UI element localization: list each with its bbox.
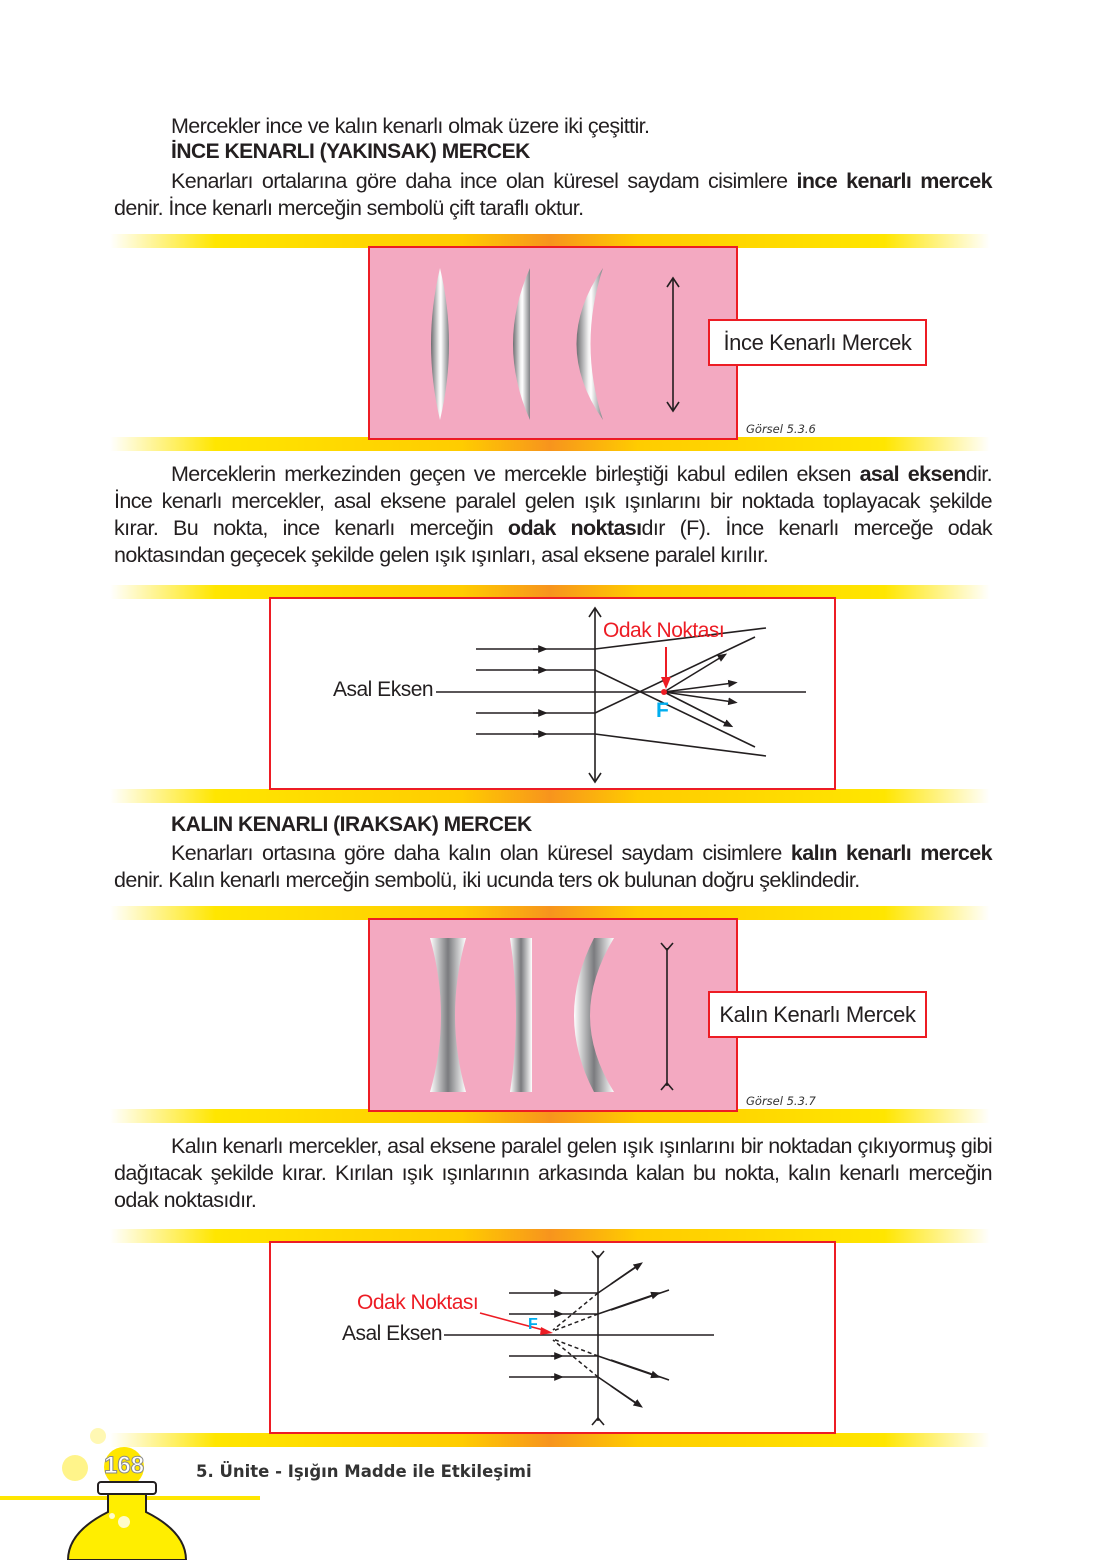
convex-lens-shapes xyxy=(370,248,736,438)
axis-label: Asal Eksen xyxy=(333,678,434,701)
concave-lens-shapes xyxy=(370,920,736,1110)
intro-text: Mercekler ince ve kalın kenarlı olmak üzere iki çeşittir. xyxy=(171,114,650,138)
section2-heading: KALIN KENARLI (IRAKSAK) MERCEK xyxy=(171,813,532,836)
focal-f-label: F xyxy=(656,699,669,722)
section1-heading: İNCE KENARLI (YAKINSAK) MERCEK xyxy=(171,140,530,163)
flask-decoration-icon xyxy=(0,1420,260,1560)
diverging-paragraph: Kalın kenarlı mercekler, asal eksene paralel gelen ışık ışınlarını bir noktadan çıkıyormuş gibi dağıtacak şekilde kırar. Kırılan ışık ışınlarının arkasında kalan bu nokta, kalın kenarlı merceğin odak noktasıdır. xyxy=(114,1134,992,1212)
section1-paragraph: Kenarları ortalarına göre daha ince olan küresel saydam cisimlere ince kenarlı mercek denir. İnce kenarlı merceğin sembolü çift taraflı oktur. xyxy=(114,169,992,220)
focal-point-paragraph: Merceklerin merkezinden geçen ve mercekle birleştiği kabul edilen eksen asal eksendir. İnce kenarlı mercekler, asal eksene paralel gelen ışık ışınlarını bir noktada toplayacak şekilde kırar. Bu nokta, ince kenarlı merceğin odak noktasıdır (F). İnce kenarlı merceğe odak noktasından geçecek şekilde gelen ışık ışınları, asal eksene paralel kırılır. xyxy=(114,462,993,567)
concavo-convex-lens xyxy=(577,268,604,420)
focus-label: Odak Noktası xyxy=(603,619,725,642)
unit-title: 5. Ünite - Işığın Madde ile Etkileşimi xyxy=(196,1462,532,1481)
figure1-caption: Görsel 5.3.6 xyxy=(746,422,816,436)
focal-f-label-2: F xyxy=(528,1316,538,1333)
biconcave-lens xyxy=(430,938,466,1092)
axis-label-2: Asal Eksen xyxy=(342,1322,443,1345)
biconvex-lens xyxy=(431,268,449,420)
concave-lens-figure xyxy=(368,918,738,1112)
concave-lens-label: Kalın Kenarlı Mercek xyxy=(708,991,927,1038)
section2-paragraph: Kenarları ortasına göre daha kalın olan küresel saydam cisimlere kalın kenarlı mercek denir. Kalın kenarlı merceğin sembolü, iki ucunda ters ok bulunan doğru şeklindedir. xyxy=(114,841,992,892)
convex-lens-label: İnce Kenarlı Mercek xyxy=(708,319,927,366)
focus-label-2: Odak Noktası xyxy=(357,1291,479,1314)
plano-convex-lens xyxy=(513,268,530,420)
page-number: 168 xyxy=(104,1452,145,1479)
plano-concave-lens xyxy=(510,938,532,1092)
inverted-arrow-symbol-icon xyxy=(661,943,673,1090)
figure2-caption: Görsel 5.3.7 xyxy=(746,1094,816,1108)
focal-point-marker xyxy=(661,689,667,695)
convexo-concave-lens xyxy=(574,938,614,1092)
convex-lens-figure xyxy=(368,246,738,440)
double-arrow-symbol-icon xyxy=(667,278,679,411)
